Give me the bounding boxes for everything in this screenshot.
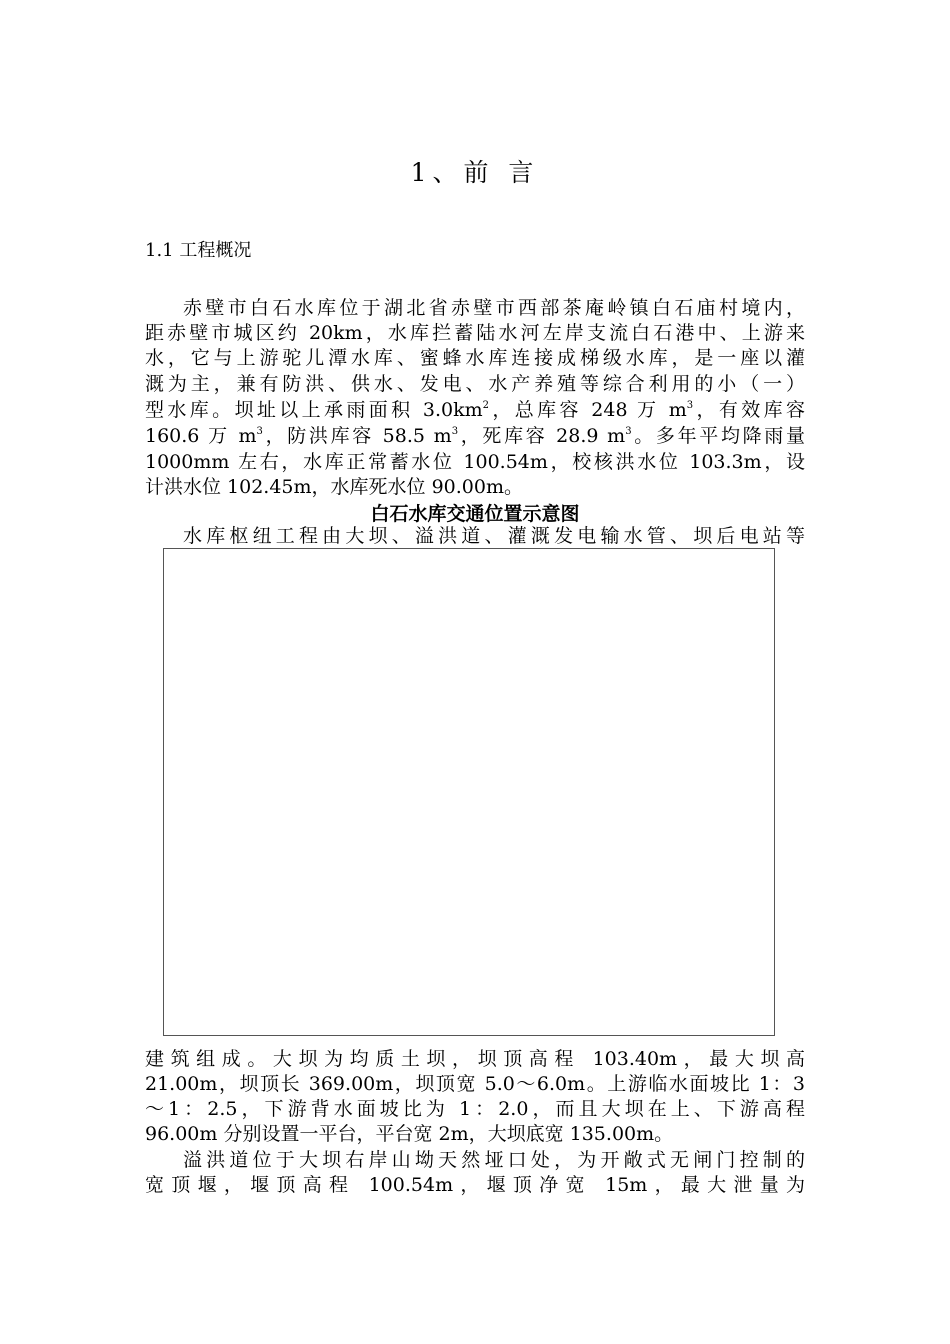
superscript: 3	[451, 426, 459, 437]
page-title: 1、前 言	[410, 158, 540, 187]
paragraph-line: 赤壁市白石水库位于湖北省赤壁市西部茶庵岭镇白石庙村境内，	[183, 297, 805, 319]
paragraph-line: 溉为主，兼有防洪、供水、发电、水产养殖等综合利用的小（一）	[145, 373, 805, 395]
paragraph-line: 1000mm 左右，水库正常蓄水位 100.54m，校核洪水位 103.3m，设	[145, 451, 805, 473]
superscript: 3	[256, 426, 263, 437]
paragraph-line	[145, 424, 805, 449]
text-run: 160.6 万 m	[145, 425, 257, 447]
paragraph-line: 21.00m，坝顶长 369.00m，坝顶宽 5.0～6.0m。上游临水面坡比 1：3	[145, 1073, 805, 1095]
paragraph-line: 建筑组成。大坝为均质土坝，坝顶高程 103.40m，最大坝高	[145, 1048, 805, 1070]
text-run: ，总库容 248 万 m	[489, 399, 687, 421]
paragraph-line	[145, 398, 805, 423]
superscript: 3	[686, 400, 694, 411]
figure-frame	[163, 548, 775, 1036]
paragraph-line: 水库枢纽工程由大坝、溢洪道、灌溉发电输水管、坝后电站等	[183, 525, 805, 547]
section-heading: 1.1 工程概况	[145, 240, 252, 261]
paragraph-line: ～1：2.5，下游背水面坡比为 1：2.0，而且大坝在上、下游高程	[145, 1098, 805, 1120]
text-run: ，死库容 28.9 m	[458, 425, 626, 447]
paragraph-line: 距赤壁市城区约 20km，水库拦蓄陆水河左岸支流白石港中、上游来	[145, 322, 805, 344]
superscript: 3	[625, 426, 632, 437]
text-run: 。多年平均降雨量	[631, 425, 805, 447]
paragraph-line: 溢洪道位于大坝右岸山坳天然垭口处，为开敞式无闸门控制的	[183, 1149, 805, 1171]
paragraph-line: 计洪水位 102.45m，水库死水位 90.00m。	[145, 476, 523, 498]
paragraph-line: 水，它与上游驼儿潭水库、蜜蜂水库连接成梯级水库，是一座以灌	[145, 347, 805, 369]
figure-caption: 白石水库交通位置示意图	[370, 503, 580, 525]
text-run: ，防洪库容 58.5 m	[262, 425, 452, 447]
superscript: 2	[482, 400, 489, 411]
paragraph-line: 宽顶堰，堰顶高程 100.54m，堰顶净宽 15m，最大泄量为	[145, 1174, 805, 1196]
text-run: ，有效库容	[693, 399, 805, 421]
text-run: 型水库。坝址以上承雨面积 3.0km	[145, 399, 483, 421]
paragraph-line: 96.00m 分别设置一平台，平台宽 2m，大坝底宽 135.00m。	[145, 1123, 674, 1145]
